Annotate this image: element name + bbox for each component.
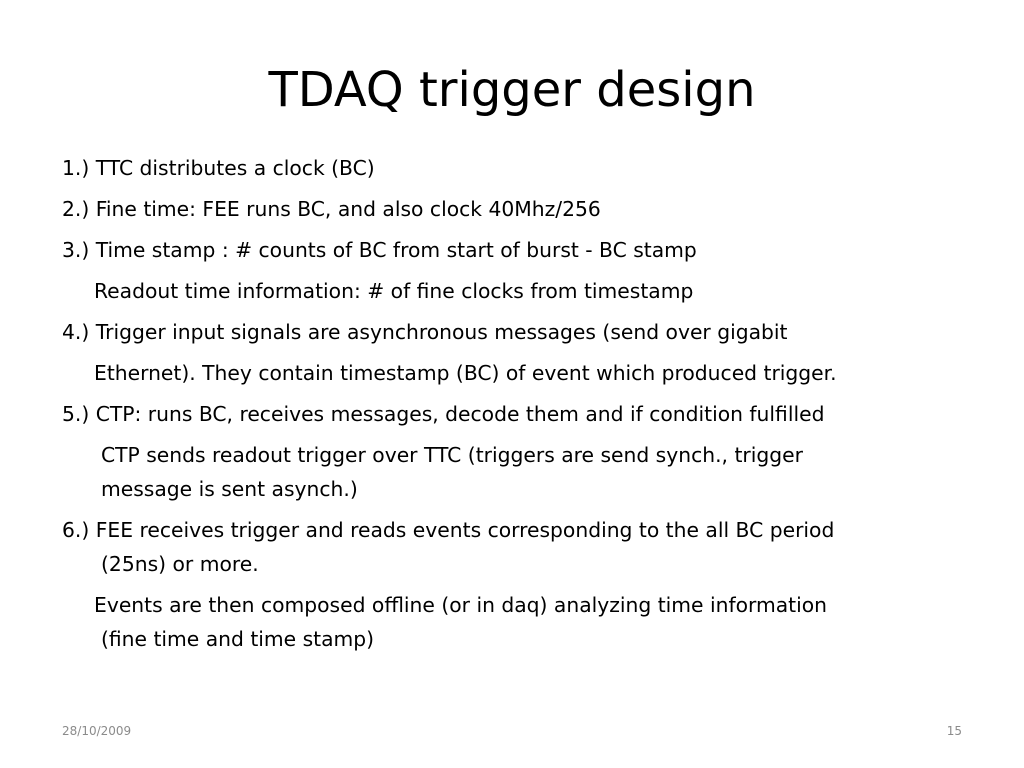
bullet-line-5-continuation-a: CTP sends readout trigger over TTC (triggers are send synch., trigger — [101, 443, 803, 467]
bullet-line-1: 1.) TTC distributes a clock (BC) — [62, 156, 375, 180]
bullet-line-4-continuation: Ethernet). They contain timestamp (BC) of event which produced trigger. — [94, 361, 837, 385]
bullet-line-3-continuation: Readout time information: # of fine clocks from timestamp — [94, 279, 694, 303]
bullet-line-6-events-continuation: (fine time and time stamp) — [101, 627, 375, 651]
slide-title: TDAQ trigger design — [268, 62, 756, 118]
bullet-line-5: 5.) CTP: runs BC, receives messages, decode them and if condition fulfilled — [62, 402, 825, 426]
bullet-line-6-continuation: (25ns) or more. — [101, 552, 259, 576]
bullet-line-6: 6.) FEE receives trigger and reads events corresponding to the all BC period — [62, 518, 835, 542]
bullet-line-6-events: Events are then composed offline (or in daq) analyzing time information — [94, 593, 828, 617]
bullet-line-4: 4.) Trigger input signals are asynchronous messages (send over gigabit — [62, 320, 788, 344]
bullet-line-5-continuation-b: message is sent asynch.) — [101, 477, 358, 501]
footer-date: 28/10/2009 — [62, 724, 132, 738]
footer-page-number: 15 — [946, 724, 962, 738]
bullet-line-3: 3.) Time stamp : # counts of BC from start of burst - BC stamp — [62, 238, 697, 262]
bullet-line-2: 2.) Fine time: FEE runs BC, and also clock 40Mhz/256 — [62, 197, 601, 221]
